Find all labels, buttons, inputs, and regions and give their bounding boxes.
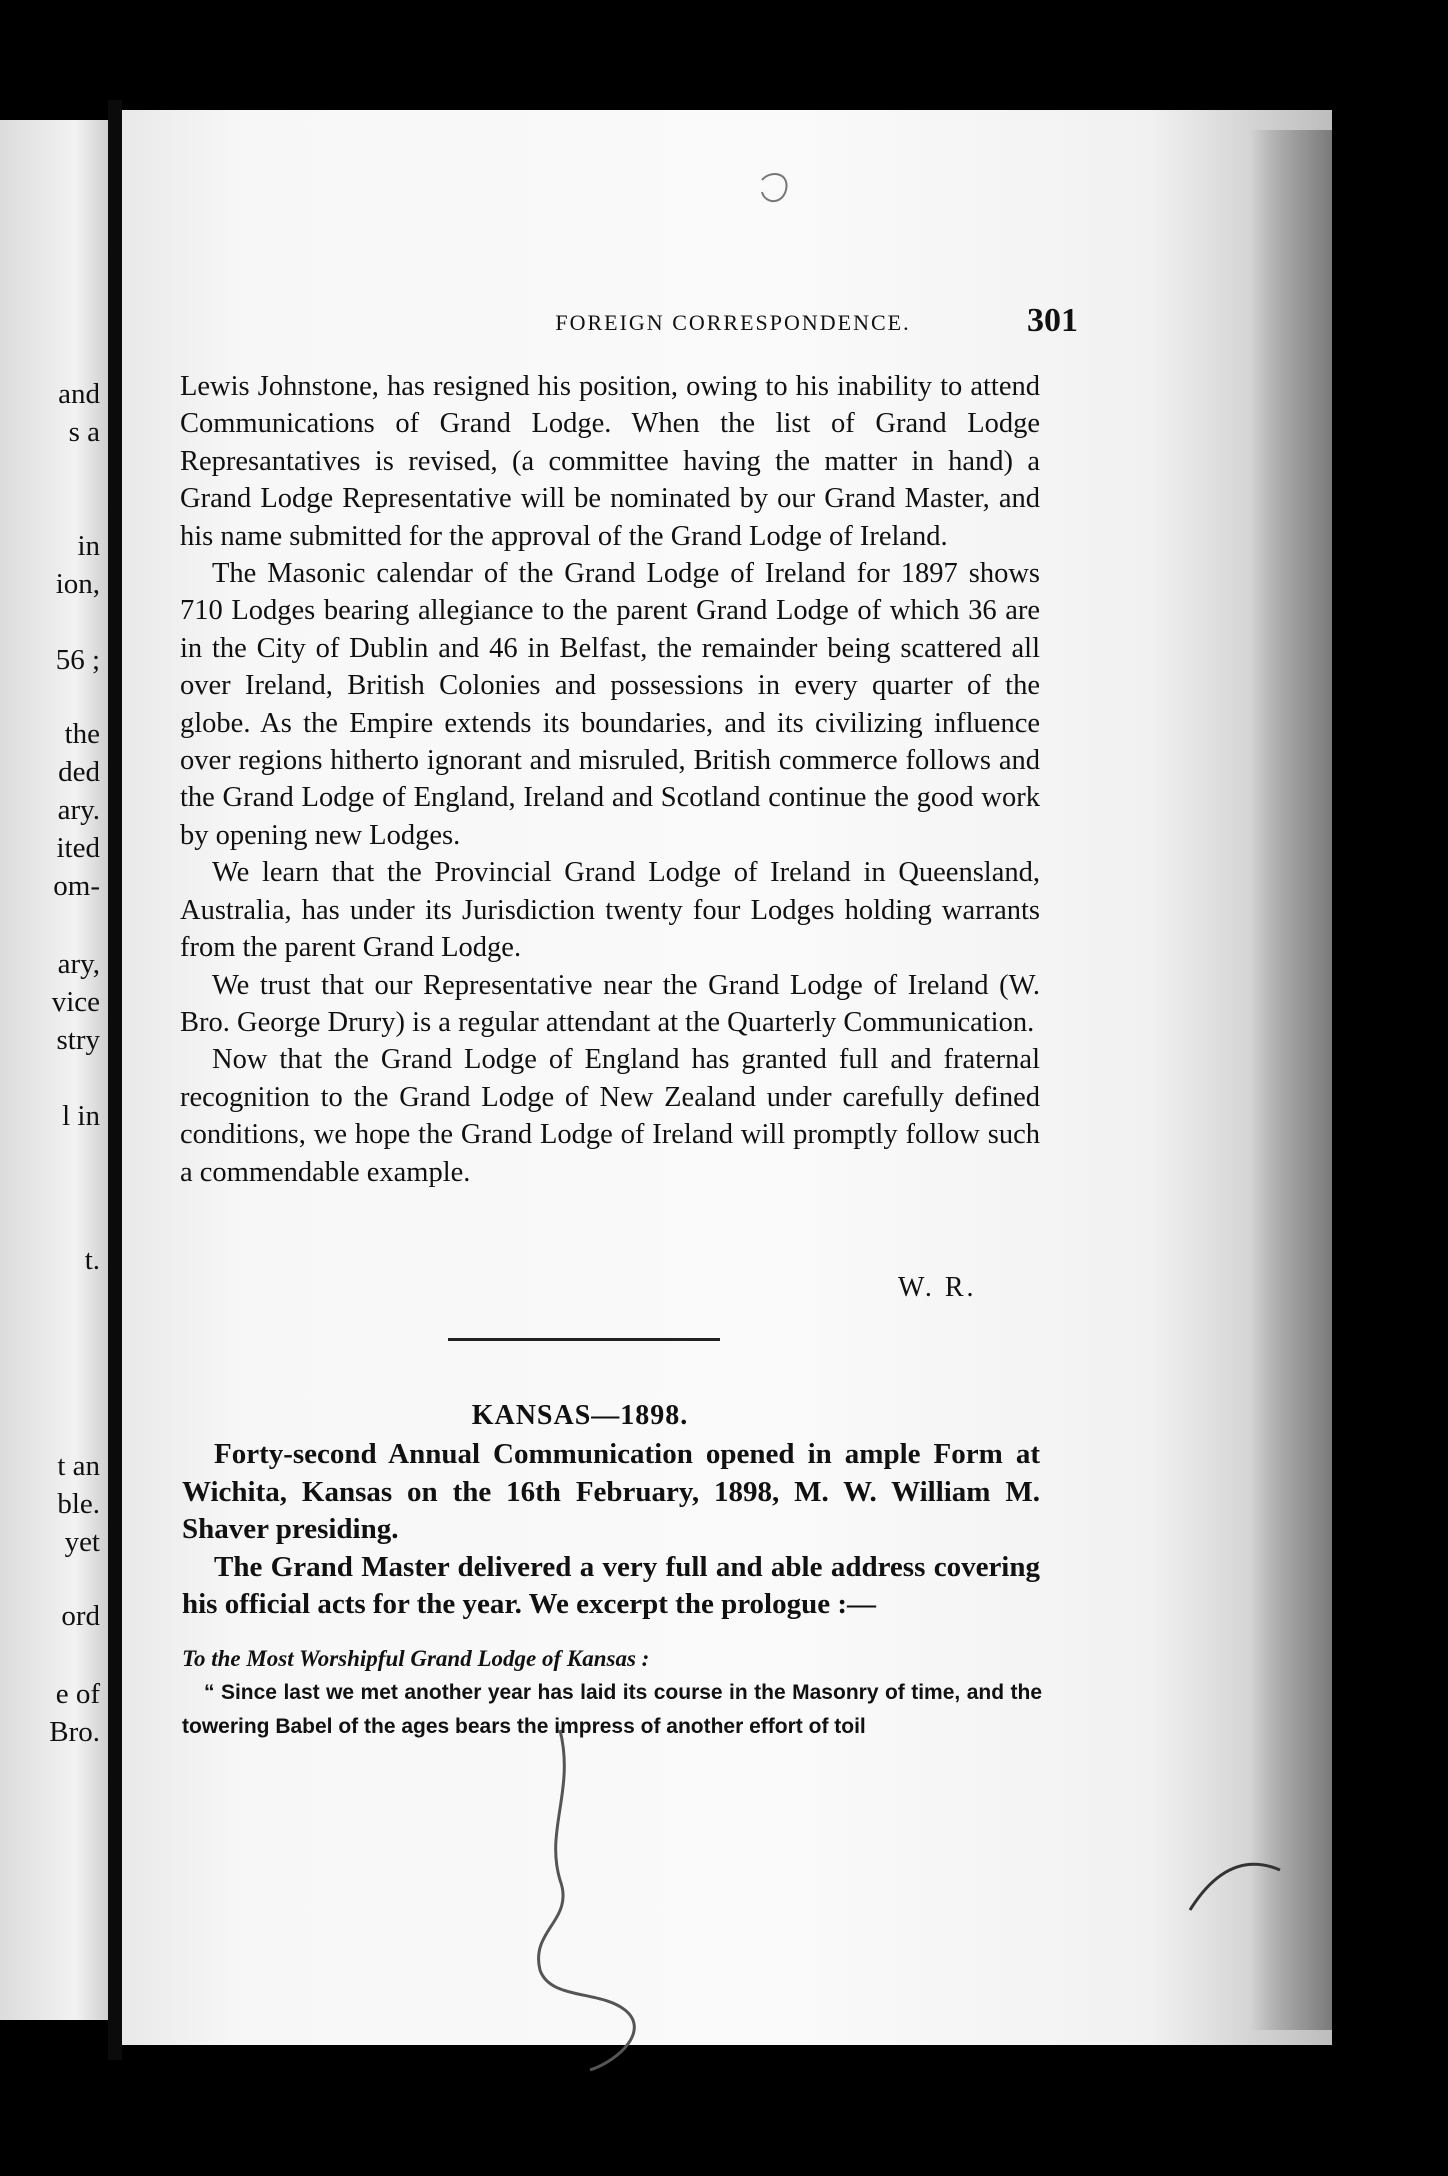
- paragraph: We trust that our Representative near the Grand Lodge of Ireland (W. Bro. George Drury) is a regular attendant at the Quarterly Communication.: [180, 969, 1040, 1038]
- page-edge-shadow: [1250, 130, 1332, 2030]
- facing-page: [0, 120, 108, 2020]
- facing-page-fragment: ary,: [57, 948, 100, 980]
- facing-page-fragment: t an: [57, 1450, 100, 1482]
- signature-initials: W. R.: [898, 1272, 977, 1303]
- section-title: KANSAS—1898.: [471, 1400, 689, 1431]
- facing-page-fragment: 56 ;: [55, 644, 100, 676]
- kansas-report: [182, 1436, 1040, 1624]
- address-quote: [182, 1676, 1042, 1744]
- facing-page-fragment: ble.: [57, 1488, 100, 1520]
- facing-page-fragment: yet: [64, 1526, 100, 1558]
- facing-page-fragment: vice: [51, 986, 100, 1018]
- facing-page-fragment: ded: [58, 756, 100, 788]
- facing-page-fragment: and: [58, 378, 100, 410]
- facing-page-fragment: in: [77, 530, 100, 562]
- facing-page-fragment: s a: [68, 416, 100, 448]
- address-salutation: To the Most Worshipful Grand Lodge of Kansas :: [182, 1646, 650, 1671]
- facing-page-fragment: the: [64, 718, 100, 750]
- facing-page-fragment: ion,: [55, 568, 100, 600]
- page-number: 301: [1027, 302, 1078, 339]
- book-gutter: [108, 100, 122, 2060]
- facing-page-fragment: om-: [53, 870, 100, 902]
- facing-page-fragment: l in: [62, 1100, 100, 1132]
- facing-page-fragment: ord: [61, 1600, 100, 1632]
- running-head: FOREIGN CORRESPONDENCE.: [555, 310, 911, 335]
- facing-page-fragment: ited: [56, 832, 100, 864]
- facing-page-fragment: e of: [55, 1678, 100, 1710]
- paragraph: Lewis Johnstone, has resigned his position, owing to his inability to attend Communications of Grand Lodge. When the list of Grand Lodge Represantatives is revised, (a committee having the matter in hand) a Grand Lodge Representative will be nominated by our Grand Master, and his name submitted for the approval of the Grand Lodge of Ireland.: [180, 371, 1040, 552]
- paragraph: Now that the Grand Lodge of England has granted full and fraternal recognition to the Grand Lodge of New Zealand under carefully defined conditions, we hope the Grand Lodge of Ireland will promptly follow such a commendable example.: [180, 1044, 1040, 1188]
- paragraph: The Grand Master delivered a very full and able address covering his official acts for the year. We excerpt the prologue :—: [182, 1550, 1040, 1621]
- facing-page-fragment: t.: [84, 1244, 100, 1276]
- paragraph: Forty-second Annual Communication opened in ample Form at Wichita, Kansas on the 16th February, 1898, M. W. William M. Shaver presiding.: [182, 1438, 1040, 1546]
- paragraph: The Masonic calendar of the Grand Lodge of Ireland for 1897 shows 710 Lodges bearing allegiance to the parent Grand Lodge of which 36 are in the City of Dublin and 46 in Belfast, the remainder being scattered all over Ireland, British Colonies and possessions in every quarter of the globe. As the Empire extends its boundaries, and its civilizing influence over regions hitherto ignorant and misruled, British commerce follows and the Grand Lodge of England, Ireland and Scotland continue the good work by opening new Lodges.: [180, 558, 1040, 851]
- facing-page-fragment: ary.: [57, 794, 100, 826]
- quote-text: “ Since last we met another year has laid its course in the Masonry of time, and the towering Babel of the ages bears the impress of another effort of toil: [182, 1681, 1042, 1738]
- ireland-report: [180, 368, 1040, 1191]
- facing-page-fragment: stry: [56, 1024, 100, 1056]
- paragraph: We learn that the Provincial Grand Lodge of Ireland in Queensland, Australia, has under its Jurisdiction twenty four Lodges holding warrants from the parent Grand Lodge.: [180, 857, 1040, 964]
- section-divider: [448, 1338, 720, 1341]
- facing-page-fragment: Bro.: [49, 1716, 100, 1748]
